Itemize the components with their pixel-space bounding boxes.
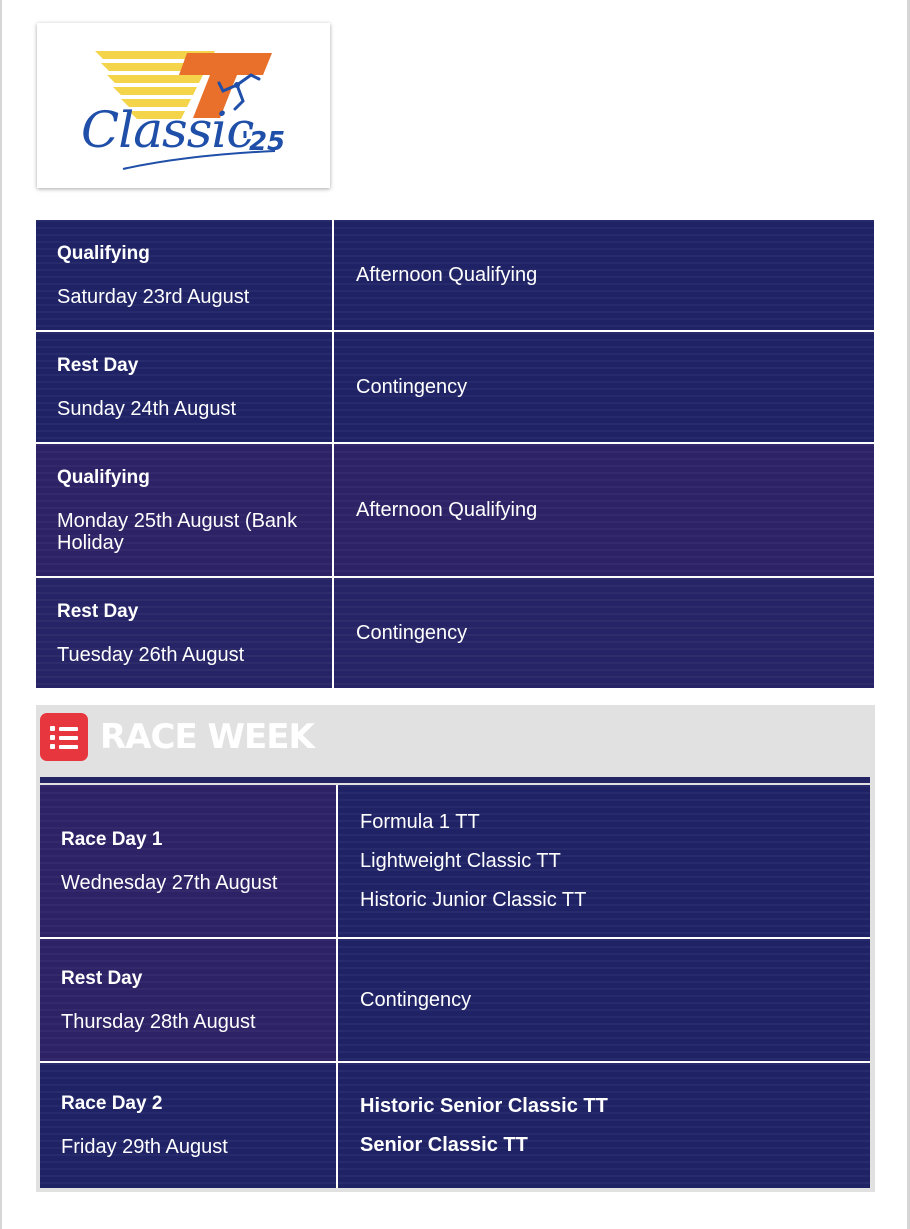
event-item: Contingency: [360, 989, 472, 1011]
day-title: Race Day 2: [61, 1093, 163, 1114]
day-title: Rest Day: [57, 354, 139, 376]
schedule-events-cell: [338, 939, 870, 1061]
page-left-border: [0, 0, 2, 1229]
day-title: Qualifying: [57, 466, 150, 488]
schedule-day-cell: [36, 332, 332, 442]
schedule-day-cell: [40, 1063, 336, 1188]
race-week-divider: [40, 777, 870, 783]
schedule-events-cell: [334, 578, 874, 688]
event-item: Contingency: [356, 376, 468, 398]
schedule-events-cell: [338, 1063, 870, 1188]
day-date: Wednesday 27th August: [61, 871, 278, 894]
schedule-day-cell: [36, 578, 332, 688]
logo-year-text: '25: [241, 127, 286, 157]
event-item: Afternoon Qualifying: [356, 499, 538, 521]
list-icon: [40, 713, 88, 761]
schedule-day-cell: [36, 220, 332, 330]
event-item: Historic Junior Classic TT: [360, 889, 587, 911]
tt-classic-logo: [37, 23, 330, 188]
event-item: Historic Senior Classic TT: [360, 1095, 608, 1117]
day-date: Thursday 28th August: [61, 1010, 256, 1033]
day-title: Rest Day: [57, 600, 139, 622]
event-item: Formula 1 TT: [360, 811, 480, 833]
schedule-day-cell: [40, 939, 336, 1061]
schedule-events-cell: [334, 220, 874, 330]
schedule-events-cell: [338, 785, 870, 937]
schedule-day-cell: [40, 785, 336, 937]
practice-week-schedule: [36, 220, 874, 688]
day-title: Qualifying: [57, 242, 150, 264]
schedule-events-cell: [334, 444, 874, 576]
race-week-heading: RACE WEEK: [100, 717, 314, 757]
logo-brand-text: Classic: [81, 101, 254, 159]
day-title: Rest Day: [61, 967, 143, 989]
day-date: Sunday 24th August: [57, 397, 237, 420]
event-item: Afternoon Qualifying: [356, 264, 538, 286]
day-date: Saturday 23rd August: [57, 285, 250, 308]
event-item: Lightweight Classic TT: [360, 850, 561, 872]
schedule-day-cell: [36, 444, 332, 576]
event-item: Senior Classic TT: [360, 1134, 528, 1156]
race-week-schedule: [40, 785, 870, 1188]
schedule-events-cell: [334, 332, 874, 442]
day-date: Tuesday 26th August: [57, 643, 245, 666]
day-date: Monday 25th August (Bank Holiday: [57, 509, 298, 554]
event-item: Contingency: [356, 622, 468, 644]
day-date: Friday 29th August: [61, 1136, 228, 1158]
day-title: Race Day 1: [61, 828, 163, 850]
